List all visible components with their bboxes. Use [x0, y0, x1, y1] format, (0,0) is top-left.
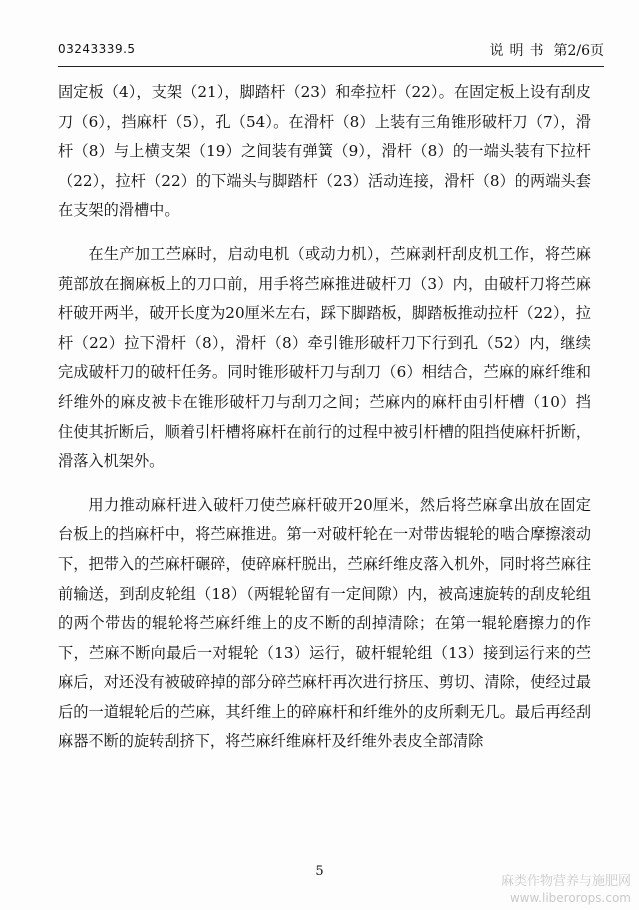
- document-type: 说明书: [489, 43, 550, 59]
- application-number: 03243339.5: [58, 42, 136, 56]
- document-body: [58, 78, 591, 771]
- paragraph-production-process: 在生产加工苎麻时，启动电机（或动力机），苎麻剥杆刮皮机工作，将苎麻蔸部放在搁麻板上的刀口前，用手将苎麻推进破杆刀（3）内，由破杆刀将苎麻杆破开两半，破开长度为20厘米左右，踩下脚踏板，脚踏板推动拉杆（22），拉杆（22）拉下滑杆（8），滑杆（8）牵引锥形破杆刀下行到孔（52）内，继续完成破杆刀的破杆任务。同时锥形破杆刀与刮刀（6）相结合，苎麻的麻纤维和纤维外的麻皮被卡在锥形破杆刀与刮刀之间；苎麻内的麻杆由引杆槽（10）挡住使其折断后，顺着引杆槽将麻杆在前行的过程中被引杆槽的阻挡使麻杆折断，滑落入机架外。: [58, 244, 591, 471]
- site-watermark: [501, 874, 631, 906]
- header-divider: [58, 66, 604, 67]
- watermark-site-name: 麻类作物营养与施肥网: [500, 874, 631, 889]
- page-header: [58, 40, 604, 62]
- page-of-total: 第2/6页: [553, 43, 604, 59]
- paragraph-roller-process: 用力推动麻杆进入破杆刀使苎麻杆破开20厘米，然后将苎麻拿出放在固定台板上的挡麻杆中，将苎麻推进。第一对破杆轮在一对带齿辊轮的啮合摩擦滚动下，把带入的苎麻杆碾碎，使碎麻杆脱出，苎麻纤维皮落入机外，同时将苎麻往前输送，到刮皮轮组（18）（两辊轮留有一定间隙）内，被高速旋转的刮皮轮组的两个带齿的辊轮将苎麻纤维上的皮不断的刮掉清除；在第一辊轮磨擦力的作下，苎麻不断向最后一对辊轮（13）运行，破杆辊轮组（13）接到运行来的苎麻后，对还没有被破碎掉的部分碎苎麻杆再次进行挤压、剪切、清除，使经过最后的一道辊轮后的苎麻，其纤维上的碎麻杆和纤维外的皮所剩无几。最后再经刮麻器不断的旋转刮挤下，将苎麻纤维麻杆及纤维外表皮全部清除: [58, 495, 591, 751]
- watermark-url: www.liberorops.com: [509, 891, 631, 905]
- paragraph-continuation: 固定板（4），支架（21），脚踏杆（23）和牵拉杆（22）。在固定板上设有刮皮刀（6），挡麻杆（5），孔（54）。在滑杆（8）上装有三角锥形破杆刀（7），滑杆（8）与上横支架（19）之间装有弹簧（9），滑杆（8）的一端头装有下拉杆（22），拉杆（22）的下端头与脚踏杆（23）活动连接，滑杆（8）的两端头套在支架的滑槽中。: [58, 83, 591, 220]
- header-right-label: [489, 40, 604, 60]
- page-number: 5: [315, 864, 324, 879]
